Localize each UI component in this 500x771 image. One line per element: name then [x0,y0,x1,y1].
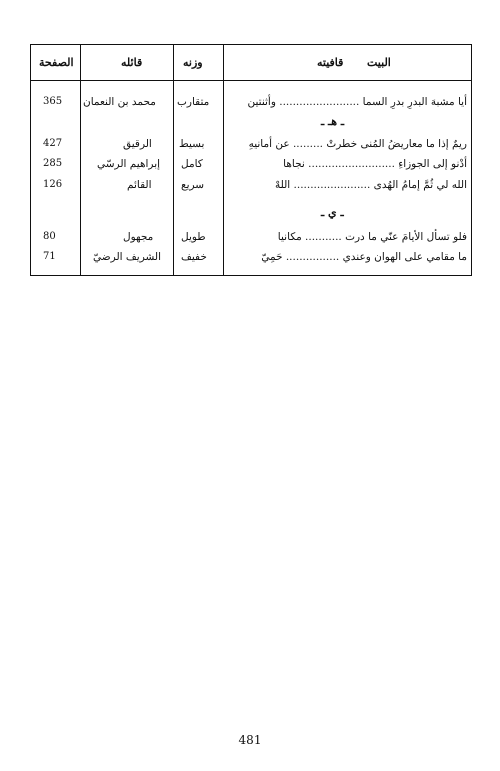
row-author: إبراهيم الرسّي [97,158,161,170]
header-author: قائله [121,56,143,69]
column-divider [80,45,81,275]
row-verse: أدْنو إلى الجوزاءِ .......................... نجاها [283,158,467,170]
row-verse: الله لي ثُمَّ إمامُ الهُدى ....................... اللهْ [274,179,467,191]
row-verse: أيا مشبهَ البدرِ بدرِ السما ........................ وأثنتين [247,96,467,108]
column-divider [173,45,174,275]
row-meter: متقارب [177,96,210,108]
page-number: 481 [238,733,262,747]
header-meter: وزنه [183,56,203,69]
row-page: 285 [43,158,63,169]
header-rhyme: قافيته [317,56,344,69]
poetry-index-table [30,44,472,276]
row-meter: بسيط [179,138,205,150]
row-author: محمد بن النعمان [83,96,156,108]
header-page: الصفحة [39,56,74,69]
row-verse: ريمٌ إذا ما معاريضُ المُنى خطرتْ ......... عن أمانيهِ [248,138,467,150]
row-page: 365 [43,96,63,107]
row-author: الشريف الرضيّ [93,251,161,263]
row-author: القائم [127,179,152,191]
row-verse: فلو تسأل الأيامَ عنّي ما درت ........... مكانيا [277,231,467,243]
section-letter-ha: ـ هـ ـ [321,115,345,128]
row-meter: خفيف [181,251,207,263]
row-meter: سريع [181,179,205,191]
column-divider [223,45,224,275]
row-meter: طويل [181,231,206,243]
section-letter-ya: ـ ي ـ [321,206,344,219]
row-author: الرقيق [123,138,152,150]
header-verse: البيت [367,56,391,69]
row-page: 80 [43,231,56,242]
table-header-row [31,45,471,81]
row-verse: ما مقامي على الهوان وعندي ................ حَمِيّ [261,251,467,263]
row-author: مجهول [123,231,154,243]
row-page: 427 [43,138,63,149]
row-page: 126 [43,179,63,190]
row-meter: كامل [181,158,203,170]
row-page: 71 [43,251,56,262]
